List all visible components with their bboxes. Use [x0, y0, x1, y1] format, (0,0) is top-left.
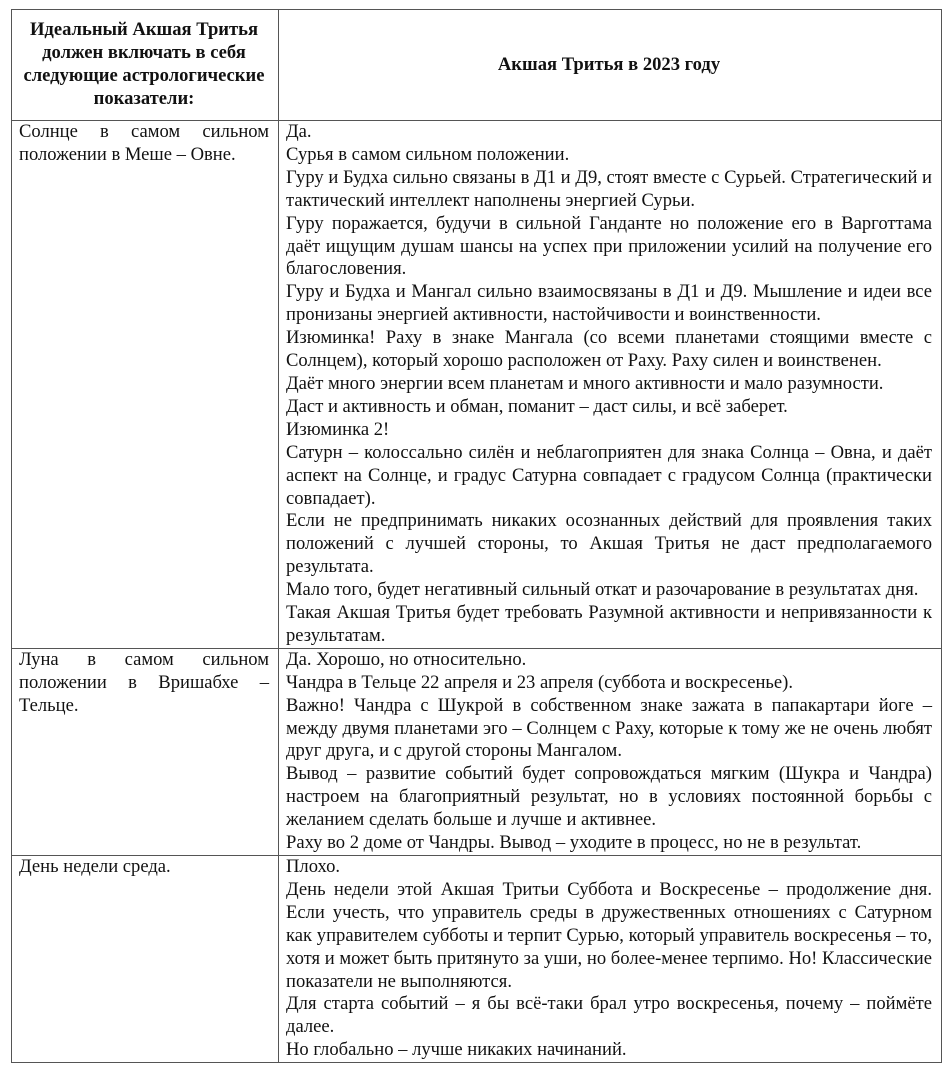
paragraph: Мало того, будет негативный сильный откат и разочарование в результатах дня.: [286, 579, 919, 601]
paragraph: Изюминка 2!: [286, 418, 390, 440]
header-year: Акшая Тритья в 2023 году: [279, 10, 942, 121]
paragraph: Плохо.: [286, 856, 341, 877]
description-cell: [279, 856, 942, 1063]
criterion-cell: День недели среда.: [12, 856, 279, 1063]
paragraph: Даёт много энергии всем планетам и много активности и мало разумности.: [286, 372, 884, 394]
paragraph: Изюминка! Раху в знаке Мангала (со всеми планетами стоящими вместе с Солнцем), который хорошо расположен от Раху. Раху силен и воинственен.: [286, 327, 932, 372]
paragraph: Даст и активность и обман, поманит – даст силы, и всё заберет.: [286, 395, 788, 417]
criterion-cell: Солнце в самом сильном положении в Меше – Овне.: [12, 121, 279, 649]
paragraph: Вывод – развитие событий будет сопровождаться мягким (Шукра и Чандра) настроем на благоприятный результат, но в условиях постоянной борьбы с желанием сделать больше и лучше и активнее.: [286, 763, 932, 831]
header-criteria: Идеальный Акшая Тритья должен включать в себя следующие астрологические показатели:: [12, 10, 279, 121]
description-cell: [279, 121, 942, 649]
paragraph: Гуру и Будха сильно связаны в Д1 и Д9, стоят вместе с Сурьей. Стратегический и тактический интеллект наполнены энергией Сурьи.: [286, 166, 932, 211]
paragraph: Сурья в самом сильном положении.: [286, 143, 570, 165]
paragraph: Такая Акшая Тритья будет требовать Разумной активности и непривязанности к результатам.: [286, 602, 932, 646]
table-row: [12, 648, 942, 855]
paragraph: Гуру поражается, будучи в сильной Ганданте но положение его в Варготтама даёт ищущим душам шансы на успех при приложении усилий на получение его благословения.: [286, 212, 932, 280]
paragraph: День недели этой Акшая Тритьи Суббота и Воскресенье – продолжение дня. Если учесть, что управитель среды в дружественных отношениях с Сатурном как управителем субботы и терпит Сурью, который управитель воскресенья – то, хотя и может быть притянуто за уши, но более-менее терпимо. Но! Классические показатели не выполняются.: [286, 878, 932, 992]
paragraph: Раху во 2 доме от Чандры. Вывод – уходите в процесс, но не в результат.: [286, 832, 862, 854]
paragraph: Да.: [286, 121, 312, 142]
astrology-comparison-table: [11, 9, 942, 1063]
paragraph: Сатурн – колоссально силён и неблагоприятен для знака Солнца – Овна, и даёт аспект на Солнце, и градус Сатурна совпадает с градусом Солнца (практически совпадает).: [286, 441, 932, 509]
paragraph: Важно! Чандра с Шукрой в собственном знаке зажата в папакартари йоге – между двумя планетами эго – Солнцем с Раху, которые к тому же не очень любят друг друга, и с другой стороны Мангалом.: [286, 694, 932, 762]
header-row: [12, 10, 942, 121]
paragraph: Но глобально – лучше никаких начинаний.: [286, 1039, 627, 1061]
table-row: [12, 121, 942, 649]
paragraph: Для старта событий – я бы всё-таки брал утро воскресенья, почему – поймёте далее.: [286, 993, 932, 1038]
table-row: [12, 856, 942, 1063]
paragraph: Гуру и Будха и Мангал сильно взаимосвязаны в Д1 и Д9. Мышление и идеи все пронизаны энергией активности, настойчивости и воинственности.: [286, 281, 932, 326]
paragraph: Да. Хорошо, но относительно.: [286, 648, 527, 670]
description-cell: [279, 648, 942, 855]
paragraph: Чандра в Тельце 22 апреля и 23 апреля (суббота и воскресенье).: [286, 671, 793, 693]
criterion-cell: Луна в самом сильном положении в Вришабхе – Тельце.: [12, 648, 279, 855]
paragraph: Если не предпринимать никаких осознанных действий для проявления таких положений с лучшей стороны, то Акшая Тритья не даст предполагаемого результата.: [286, 510, 932, 578]
